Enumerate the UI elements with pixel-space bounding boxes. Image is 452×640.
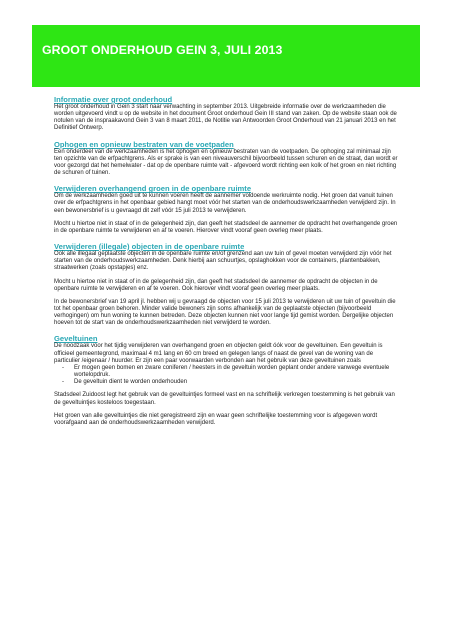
- dash-bullet: -: [62, 364, 64, 371]
- section-voetpaden: [54, 140, 399, 178]
- paragraph: Om de werkzaamheden goed uit te kunnen voeren heeft de aannemer voldoende werkruimte nodig. Het groen dat vanuit tuinen over de erfpachtgrens in het openbaar gebied hangt moet vóór het starten van de onderhoudswerkzaamheden verwijderd zijn. In een bewonersbrief is u gevraagd dit zelf vóór 15 juli 2013 te verwijderen.: [54, 193, 396, 214]
- title-banner: [32, 25, 420, 87]
- section-informatie: [54, 95, 399, 133]
- section-overhangend-groen: [54, 184, 399, 235]
- paragraph: Mocht u hiertoe niet in staat of in de gelegenheid zijn, dan geeft het stadsdeel de aannemer de opdracht het overhangende groen in de openbare ruimte te verwijderen en af te voeren. Hierover vindt vooraf geen overleg meer plaats.: [54, 220, 398, 234]
- paragraph: Een onderdeel van de werkzaamheden is het ophogen en opnieuw bestraten van de voetpaden. De ophoging zal minimaal zijn ten opzichte van de erfpachtgrens. Als er sprake is van een niveauverschil bijvoorbeeld tussen schuren en de straat, dan wordt er voor gezorgd dat het hemelwater - dat op de openbare ruimte valt - afgevoerd wordt richting een kolk of het groen en niet richting de schuren of tuinen.: [54, 148, 398, 177]
- dash-bullet: -: [62, 379, 64, 386]
- paragraph: De noodzaak voor het tijdig verwijderen van overhangend groen en objecten geldt óók voor de geveltuinen. Een geveltuin is officieel gemeentegrond, maximaal 4 m1 lang en 60 cm breed en gelegen langs of naast de gevel van de woning van de particulier /eigenaar / huurder. Er zijn een paar voorwaarden verbonden aan het gebruik van deze geveltuinen zoals: [54, 343, 383, 364]
- document-title: GROOT ONDERHOUD GEIN 3, JULI 2013: [42, 43, 283, 57]
- paragraph: Mocht u hiertoe niet in staat of in de gelegenheid zijn, dan geeft het stadsdeel de aannemer de opdracht de objecten in de openbare ruimte te verwijderen en af te voeren. Ook hierover vindt vooraf geen overleg meer plaats.: [54, 278, 378, 292]
- section-objecten: [54, 242, 399, 327]
- section-heading: Verwijderen (illegale) objecten in de openbare ruimte: [54, 242, 245, 252]
- section-heading: Informatie over groot onderhoud: [54, 95, 173, 104]
- conditions-list: [54, 365, 399, 386]
- list-item: - De geveltuin dient te worden onderhouden: [62, 379, 188, 386]
- paragraph: Stadsdeel Zuidoost legt het gebruik van de geveltuintjes formeel vast en na schriftelijk verkregen toestemming is het gebruik van de geveltuintjes kosteloos toegestaan.: [54, 392, 395, 406]
- list-item: - Er mogen geen bomen en zware coniferen / heesters in de geveltuin worden geplant onder andere vanwege eventuele wortelopdruk.: [62, 364, 390, 379]
- section-geveltuinen: [54, 334, 399, 427]
- paragraph: Het groen van alle geveltuintjes die niet geregistreerd zijn en waar geen schriftelijke toestemming voor is afgegeven wordt voorafgaand aan de onderhoudswerkzaamheden verwijderd.: [54, 412, 378, 426]
- section-heading: Verwijderen overhangend groen in de openbare ruimte: [54, 184, 252, 194]
- paragraph: Het groot onderhoud in Gein 3 start naar verwachting in september 2013. Uitgebreide informatie over de werkzaamheden die worden uitgevoerd vindt u op de website in het document Groot onderhoud Gein III stand van zaken. Op de website staan ook de notulen van de inspraakavond Gein 3 van 8 maart 2011, de Notitie van Antwoorden Groot Onderhoud van 21 januari 2013 en het Definitief Ontwerp.: [54, 104, 397, 132]
- section-heading: Ophogen en opnieuw bestraten van de voetpaden: [54, 139, 234, 149]
- paragraph: Ook alle illegaal geplaatste objecten in de openbare ruimte en/of grenzend aan uw tuin of gevel moeten verwijderd zijn vóór het starten van de onderhoudswerkzaamheden. Denk hierbij aan schuurtjes, opslaghokken voor de containers, plantenbakken, straatwerken (zoals opstapjes) enz.: [54, 251, 392, 272]
- section-heading: Geveltuinen: [54, 334, 98, 344]
- document-body: [54, 95, 399, 427]
- paragraph: In de bewonersbrief van 19 april jl. hebben wij u gevraagd de objecten voor 15 juli 2013 te verwijderen uit uw tuin of geveltuin die tot het openbaar groen behoren. Minder valide bewoners zijn soms afhankelijk van de geplaatste objecten (bijvoorbeeld verhogingen) om hun woning te kunnen betreden. Deze objecten kunnen niet voor lange tijd gemist worden. Dergelijke objecten hoeven tot de start van de onderhoudswerkzaamheden niet verwijderd te worden.: [54, 298, 396, 327]
